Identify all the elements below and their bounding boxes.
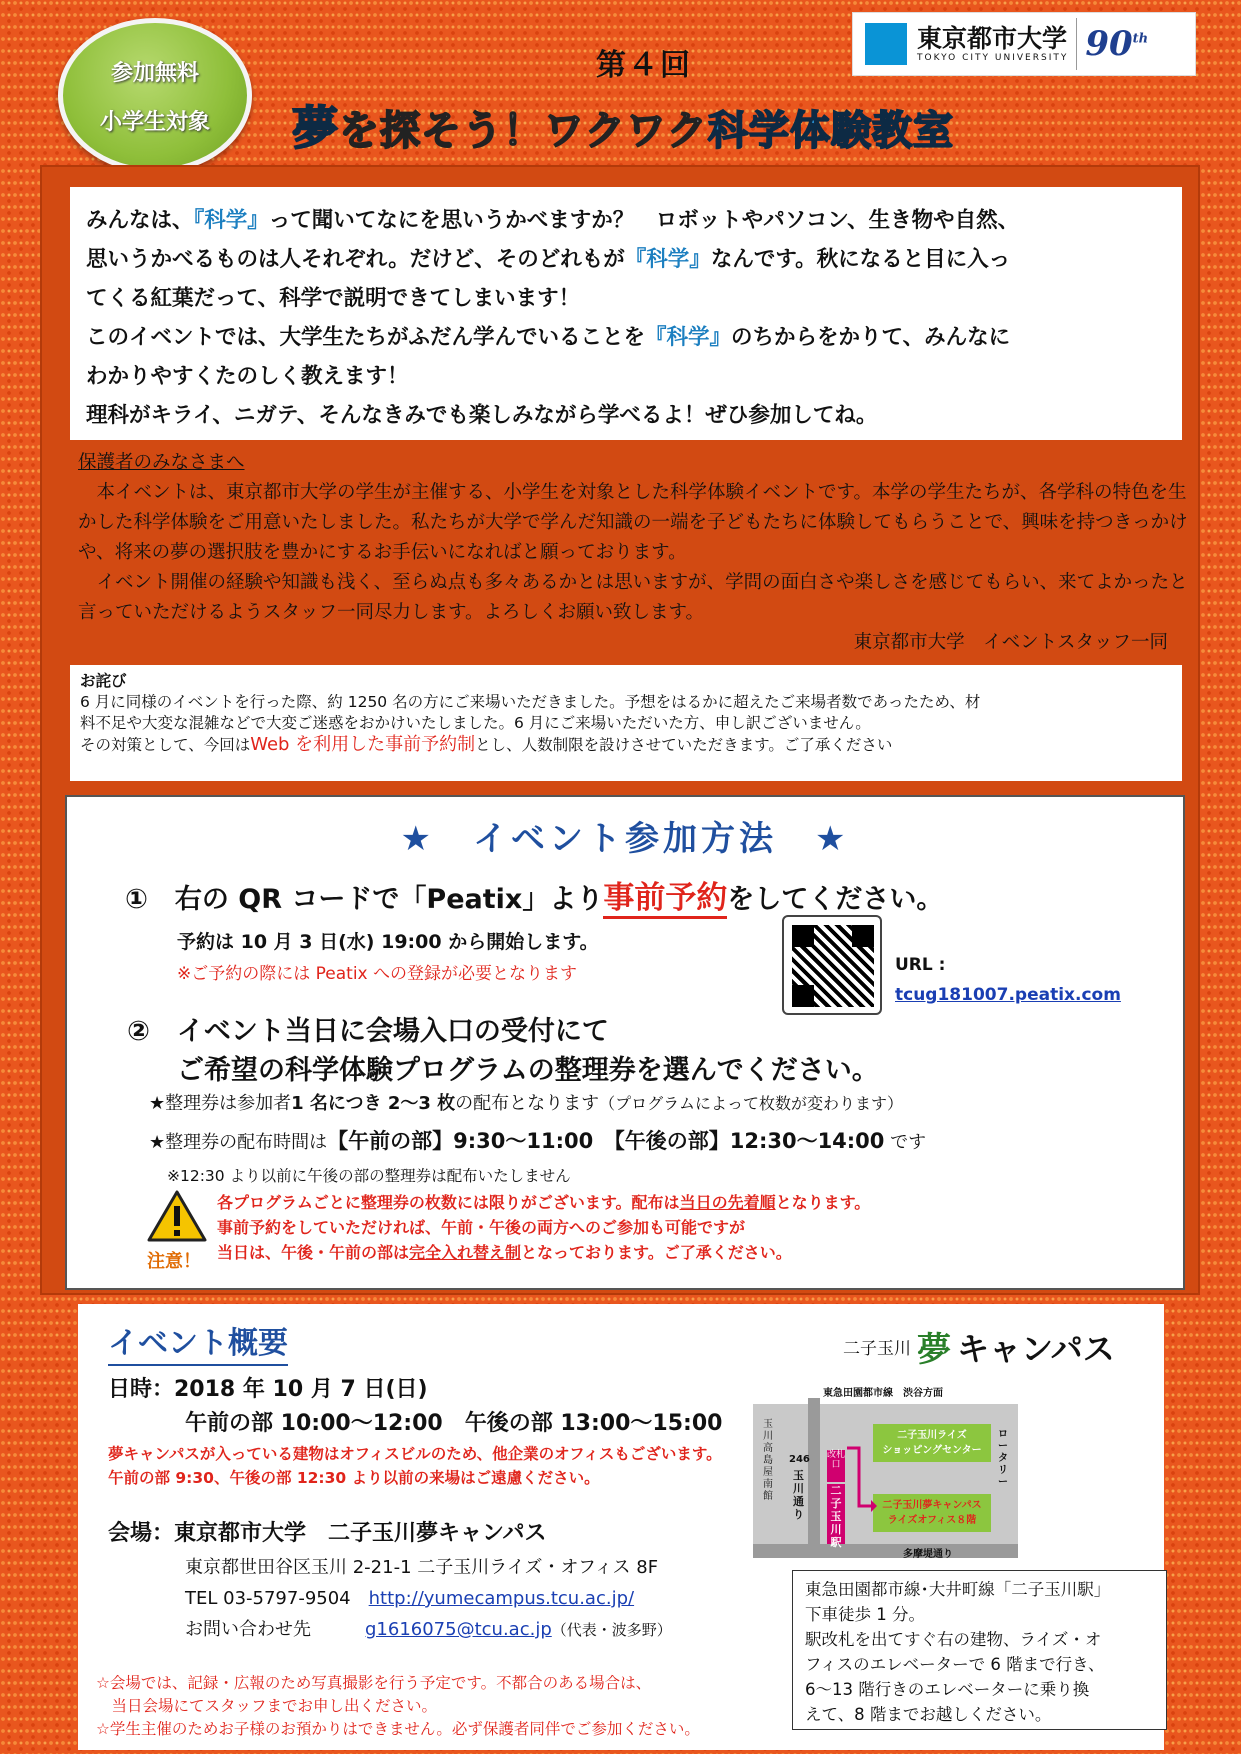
apology-line-1: 6 月に同様のイベントを行った際、約 1250 名の方にご来場いただきました。予想をはるかに超えたご来場者数であったため、材: [80, 693, 981, 711]
intro-line-4: このイベントでは、大学生たちがふだん学んでいることを『科学』のちからをかりて、みんなに: [86, 325, 1011, 350]
url-label: URL :: [895, 955, 946, 975]
step-2: ② イベント当日に会場入口の受付にて ご希望の科学体験プログラムの整理券を選んでください。: [127, 1016, 879, 1086]
website-link[interactable]: http://yumecampus.tcu.ac.jp/: [368, 1588, 635, 1609]
contact-row: お問い合わせ先 g1616075@tcu.ac.jp（代表・波多野）: [185, 1619, 672, 1640]
apology-line-2: 料不足や大変な混雑などで大変ご迷惑をおかけいたしました。6 月にご来場いただいた方、申し訳ございません。: [80, 714, 871, 732]
peatix-url-link[interactable]: tcug181007.peatix.com: [895, 985, 1121, 1005]
intro-box: [70, 187, 1182, 440]
caution-text: 各プログラムごとに整理券の枚数には限りがございます。配布は当日の先着順となります。 事前予約をしていただければ、午前・午後の両方へのご参加も可能ですが 当日は、午後・午前の部は完全入れ替え制となっております。ご了承ください。: [217, 1193, 871, 1262]
intro-line-2: 思いうかべるものは人それぞれ。だけど、そのどれもが『科学』なんです。秋になると目に入っ: [86, 247, 1011, 272]
event-footnotes: ☆会場では、記録・広報のため写真撮影を行う予定です。不都合のある場合は、 当日会場にてスタッフまでお申し出ください。 ☆学生主催のためお子様のお預かりはできません。必ず保護者同伴でご参加ください。: [96, 1674, 700, 1738]
event-times: 午前の部 10:00～12:00 午後の部 13:00～15:00: [185, 1411, 723, 1436]
logo-square-icon: [865, 23, 907, 65]
title-dream: 夢: [292, 101, 339, 155]
reservation-start: 予約は 10 月 3 日(水) 19:00 から開始します。: [177, 931, 599, 953]
apology-box: [70, 665, 1182, 781]
participation-method-box: [65, 795, 1185, 1290]
university-logo: [852, 12, 1196, 76]
venue-details: [185, 1552, 672, 1646]
map-street: 多摩堤通り: [903, 1549, 953, 1560]
event-date: 日時：2018 年 10 月 7 日(日): [108, 1377, 428, 1402]
map-gate: 改札口: [827, 1450, 845, 1482]
logo-separator: [1076, 18, 1077, 70]
map-rise-sc: 二子玉川ライズ ショッピングセンター: [873, 1424, 991, 1462]
caution-label: 注意！: [147, 1251, 201, 1272]
free-elementary-badge: [58, 18, 252, 173]
parents-heading: 保護者のみなさまへ: [78, 452, 245, 473]
badge-target-text: 小学生対象: [99, 109, 210, 135]
event-notes: 夢キャンパスが入っている建物はオフィスビルのため、他企業のオフィスもございます。 午前の部 9:30、午後の部 12:30 より以前の来場はご遠慮ください。: [108, 1445, 722, 1487]
step-1: ① 右の QR コードで「Peatix」より事前予約をしてください。: [125, 872, 943, 917]
afternoon-ticket-note: ※12:30 より以前に午後の部の整理券は配布いたしません: [167, 1167, 571, 1185]
apology-heading: お詫び: [80, 672, 127, 690]
ticket-time-note: ★整理券の配布時間は【午前の部】9:30～11:00 【午後の部】12:30～14:00 です: [149, 1129, 927, 1153]
campus-logo: 二子玉川 夢 キャンパス: [843, 1329, 1115, 1370]
warning-icon: [147, 1190, 207, 1242]
map-road-name: 玉川通り: [793, 1469, 804, 1521]
intro-line-6: 理科がキライ、ニガテ、そんなきみでも楽しみながら学べるよ！ぜひ参加してね。: [86, 403, 878, 428]
venue-address: 東京都世田谷区玉川 2-21-1 二子玉川ライズ・オフィス 8F: [185, 1557, 659, 1578]
anniversary-mark: 90th: [1085, 24, 1149, 64]
event-title: [292, 92, 954, 158]
email-link[interactable]: g1616075@tcu.ac.jp: [365, 1619, 552, 1640]
venue-tel-row: TEL 03-5797-9504 http://yumecampus.tcu.ac.jp/: [185, 1588, 635, 1609]
intro-line-1: みんなは、『科学』って聞いてなにを思いうかべますか？ ロボットやパソコン、生き物や自然、: [86, 208, 1020, 233]
parents-message: [78, 448, 1188, 658]
qr-code-icon: [792, 925, 874, 1007]
logo-name-en: TOKYO CITY UNIVERSITY: [917, 53, 1069, 63]
intro-line-3: てくる紅葉だって、科学で説明できてしまいます！: [86, 286, 581, 311]
access-directions: 東急田園都市線･大井町線「二子玉川駅」 下車徒歩 1 分。 駅改札を出てすぐ右の建物、ライズ・オ フィスのエレベーターで 6 階まで行き、 6～13 階行きのエレベーターに乗り換 えて、8 階までお越しください。: [792, 1570, 1167, 1730]
parents-signature: 東京都市大学 イベントスタッフ一同: [853, 632, 1168, 653]
qr-code[interactable]: [782, 915, 882, 1015]
parents-paragraph-1: 本イベントは、東京都市大学の学生が主催する、小学生を対象とした科学体験イベントです。本学の学生たちが、各学科の特色を生かした科学体験をご用意いたしました。私たちが大学で学んだ知識の一端を子どもたちに体験してもらうことで、興味を持つきっかけや、将来の夢の選択肢を豊かにするお手伝いになればと願っております。: [78, 482, 1188, 563]
map-station: 二子玉川駅: [827, 1484, 845, 1544]
access-map: [753, 1384, 1133, 1564]
map-route-arrow-icon: [845, 1444, 877, 1514]
map-rotary: ロータリー: [998, 1429, 1008, 1488]
method-title: ★ イベント参加方法 ★: [400, 819, 850, 859]
logo-name-jp: 東京都市大学: [917, 24, 1068, 53]
peatix-note: ※ご予約の際には Peatix への登録が必要となります: [177, 964, 578, 984]
title-middle: を探そう！ワクワク: [339, 108, 708, 154]
event-overview-title: イベント概要: [108, 1318, 288, 1366]
badge-free-text: 参加無料: [110, 60, 199, 86]
parents-paragraph-2: イベント開催の経験や知識も浅く、至らぬ点も多々あるかとは思いますが、学問の面白さや楽しさを感じてもらい、来てよかったと言っていただけるようスタッフ一同尽力します。よろしくお願い致します。: [78, 572, 1188, 623]
map-yume-campus: 二子玉川夢キャンパス ライズオフィス８階: [873, 1494, 991, 1532]
intro-line-5: わかりやすくたのしく教えます！: [86, 364, 409, 389]
title-science: 科学体験教室: [708, 108, 954, 154]
map-road-bottom: [753, 1544, 1018, 1558]
ticket-count-note: ★整理券は参加者1 名につき 2～3 枚の配布となります（プログラムによって枚数が変わります）: [149, 1093, 903, 1114]
map-line-label: 東急田園都市線 渋谷方面: [823, 1388, 943, 1399]
apology-line-3: その対策として、今回はWeb を利用した事前予約制とし、人数制限を設けさせていただきます。ご了承ください: [80, 734, 893, 755]
event-round: 第４回: [596, 48, 692, 83]
event-venue: 会場：東京都市大学 二子玉川夢キャンパス: [108, 1521, 547, 1546]
map-highway: 玉川高島屋 南館: [763, 1419, 773, 1502]
map-road: [808, 1398, 820, 1558]
map-route: 246: [789, 1454, 810, 1465]
